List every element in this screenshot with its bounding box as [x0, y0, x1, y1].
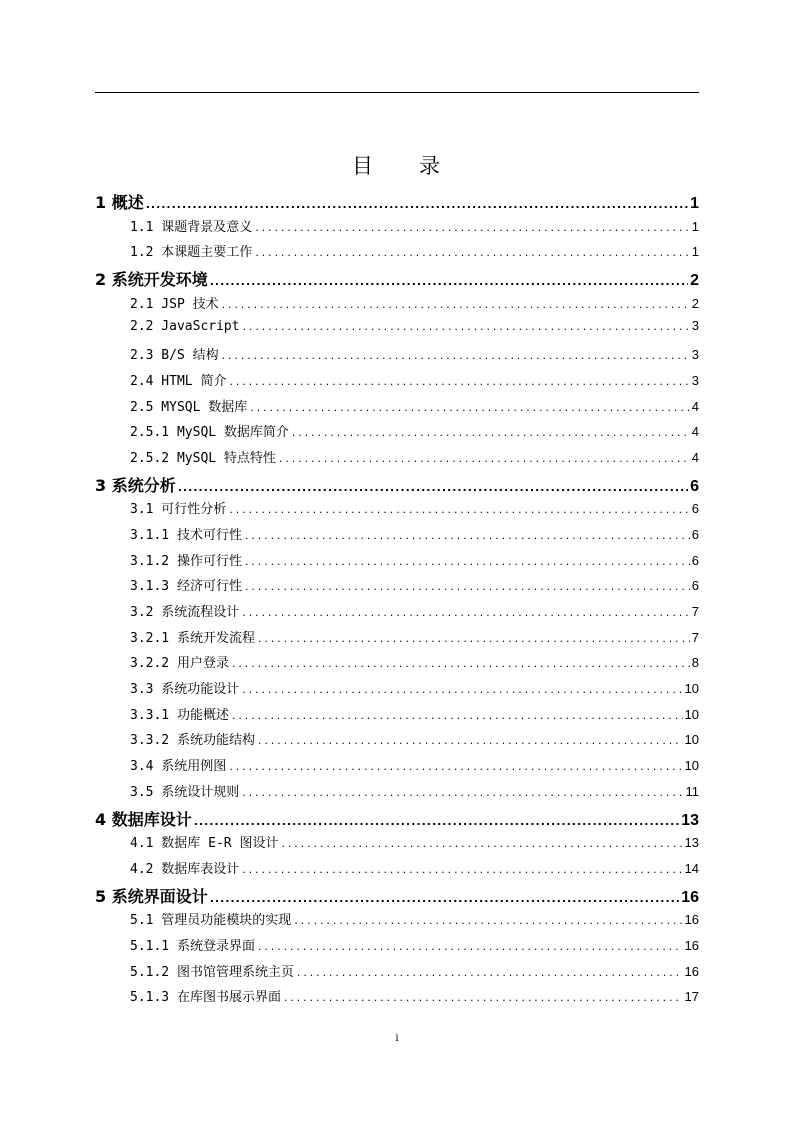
- toc-entry-label: 3.1.3 经济可行性: [130, 579, 242, 595]
- toc-entry-label: 3.2.2 用户登录: [130, 656, 229, 672]
- toc-chapter-entry[interactable]: [95, 267, 699, 293]
- toc-section-entry[interactable]: [95, 652, 699, 678]
- toc-leader-dots: [231, 712, 683, 722]
- toc-entry-page: 16: [684, 937, 699, 953]
- toc-entry-label: 1.2 本课题主要工作: [130, 245, 253, 261]
- toc-entry-page: 11: [685, 783, 699, 799]
- toc-entry-label: 3.2.1 系统开发流程: [130, 630, 255, 646]
- toc-section-entry[interactable]: [95, 909, 699, 935]
- toc-leader-dots: [244, 583, 690, 593]
- toc-entry-page: 6: [691, 578, 699, 594]
- toc-entry-page: 3: [691, 318, 699, 334]
- toc-entry-label: 4.1 数据库 E-R 图设计: [130, 836, 279, 852]
- toc-entry-page: 10: [684, 732, 699, 748]
- toc-entry-label: 3.1.2 操作可行性: [130, 553, 242, 569]
- toc-leader-dots: [241, 686, 682, 696]
- toc-entry-page: 6: [690, 477, 699, 495]
- toc-section-entry[interactable]: [95, 961, 699, 987]
- toc-section-entry[interactable]: [95, 627, 699, 653]
- toc-leader-dots: [178, 481, 688, 494]
- toc-entry-page: 4: [691, 449, 699, 465]
- toc-entry-page: 17: [684, 989, 699, 1005]
- toc-entry-page: 13: [681, 811, 699, 829]
- toc-entry-page: 7: [691, 629, 699, 645]
- toc-section-entry[interactable]: [95, 935, 699, 961]
- toc-title-second: 录: [419, 154, 442, 178]
- toc-leader-dots: [221, 352, 690, 362]
- toc-entry-page: 3: [691, 347, 699, 363]
- toc-entry-page: 10: [684, 758, 699, 774]
- toc-entry-label: 5 系统界面设计: [95, 886, 208, 906]
- toc-entry-label: 5.1 管理员功能模块的实现: [130, 913, 292, 929]
- toc-entry-page: 1: [691, 218, 699, 234]
- toc-entry-label: 1.1 课题背景及意义: [130, 219, 253, 235]
- toc-entry-label: 3.4 系统用例图: [130, 759, 227, 775]
- toc-entry-label: 2.5 MYSQL 数据库: [130, 399, 248, 415]
- toc-chapter-entry[interactable]: [95, 473, 699, 499]
- toc-title: [0, 150, 794, 180]
- toc-chapter-entry[interactable]: [95, 807, 699, 833]
- toc-entry-label: 3.1.1 技术可行性: [130, 527, 242, 543]
- toc-section-entry[interactable]: [95, 241, 699, 267]
- toc-section-entry[interactable]: [95, 421, 699, 447]
- toc-entry-page: 1: [691, 244, 699, 260]
- toc-section-entry[interactable]: [95, 832, 699, 858]
- toc-section-entry[interactable]: [95, 370, 699, 396]
- page-number: i: [395, 1033, 399, 1044]
- toc-leader-dots: [210, 275, 688, 288]
- toc-leader-dots: [257, 943, 683, 953]
- toc-leader-dots: [293, 917, 682, 927]
- toc-section-entry[interactable]: [95, 447, 699, 473]
- toc-section-entry[interactable]: [95, 858, 699, 884]
- toc-entry-page: 6: [691, 552, 699, 568]
- toc-entry-label: 4 数据库设计: [95, 809, 192, 829]
- toc-leader-dots: [280, 840, 682, 850]
- toc-entry-label: 3.3 系统功能设计: [130, 682, 240, 698]
- toc-section-entry[interactable]: [95, 601, 699, 627]
- toc-entry-label: 1 概述: [95, 193, 144, 212]
- toc-leader-dots: [254, 249, 689, 259]
- toc-leader-dots: [210, 892, 679, 905]
- toc-entry-page: 10: [684, 706, 699, 722]
- toc-entry-label: 3.2 系统流程设计: [130, 605, 240, 620]
- toc-section-entry[interactable]: [95, 781, 699, 807]
- toc-leader-dots: [296, 969, 683, 979]
- toc-section-entry[interactable]: [95, 498, 699, 524]
- toc-leader-dots: [228, 378, 689, 388]
- toc-entry-label: 3.3.1 功能概述: [130, 707, 229, 723]
- toc-section-entry[interactable]: [95, 293, 699, 319]
- toc-section-entry[interactable]: [95, 986, 699, 1012]
- toc-leader-dots: [283, 994, 683, 1004]
- toc-section-entry[interactable]: [95, 550, 699, 576]
- toc-leader-dots: [257, 635, 690, 645]
- toc-leader-dots: [231, 660, 690, 670]
- toc-entry-label: 5.1.3 在库图书展示界面: [130, 990, 281, 1006]
- toc-entry-page: 4: [691, 398, 699, 414]
- toc-section-entry[interactable]: [95, 318, 699, 344]
- toc-section-entry[interactable]: [95, 678, 699, 704]
- toc-section-entry[interactable]: [95, 396, 699, 422]
- toc-leader-dots: [257, 737, 683, 747]
- toc-entry-label: 3.1 可行性分析: [130, 502, 227, 518]
- toc-chapter-entry[interactable]: [95, 884, 699, 910]
- toc-entry-page: 16: [684, 912, 699, 928]
- toc-entry-page: 2: [690, 272, 699, 290]
- toc-leader-dots: [228, 763, 682, 773]
- toc-entry-label: 4.2 数据库表设计: [130, 861, 240, 877]
- toc-section-entry[interactable]: [95, 344, 699, 370]
- toc-entry-label: 3.3.2 系统功能结构: [130, 733, 255, 749]
- toc-leader-dots: [241, 609, 689, 619]
- toc-entry-label: 5.1.1 系统登录界面: [130, 938, 255, 954]
- toc-entry-page: 14: [684, 860, 699, 876]
- toc-entry-label: 2 系统开发环境: [95, 270, 208, 290]
- toc-entry-page: 2: [691, 295, 699, 311]
- toc-leader-dots: [242, 323, 690, 333]
- toc-section-entry[interactable]: [95, 524, 699, 550]
- toc-leader-dots: [146, 198, 688, 211]
- toc-entry-label: 2.5.2 MySQL 特点特性: [130, 450, 276, 466]
- toc-entry-label: 2.5.1 MySQL 数据库简介: [130, 425, 289, 441]
- toc-leader-dots: [228, 506, 689, 516]
- toc-entry-label: 2.2 JavaScript: [130, 319, 240, 335]
- toc-entry-label: 5.1.2 图书馆管理系统主页: [130, 964, 294, 980]
- toc-leader-dots: [221, 301, 690, 311]
- header-rule: [95, 92, 699, 93]
- toc-leader-dots: [194, 815, 679, 828]
- toc-entry-page: 6: [691, 526, 699, 542]
- toc-entry-label: 3.5 系统设计规则: [130, 784, 240, 800]
- toc-chapter-entry[interactable]: [95, 190, 699, 216]
- toc-section-entry[interactable]: [95, 216, 699, 242]
- toc-section-entry[interactable]: [95, 729, 699, 755]
- table-of-contents: [95, 190, 699, 1012]
- toc-entry-label: 2.4 HTML 简介: [130, 373, 227, 389]
- toc-section-entry[interactable]: [95, 575, 699, 601]
- toc-leader-dots: [249, 404, 689, 414]
- toc-entry-page: 1: [690, 195, 699, 212]
- toc-entry-page: 8: [691, 655, 699, 671]
- toc-entry-label: 2.3 B/S 结构: [130, 348, 219, 364]
- toc-leader-dots: [244, 558, 690, 568]
- toc-section-entry[interactable]: [95, 704, 699, 730]
- toc-leader-dots: [244, 532, 690, 542]
- toc-entry-page: 13: [684, 835, 699, 851]
- toc-leader-dots: [241, 789, 683, 799]
- toc-section-entry[interactable]: [95, 755, 699, 781]
- toc-entry-page: 3: [691, 372, 699, 388]
- toc-title-first: 目: [352, 154, 375, 178]
- toc-entry-page: 6: [691, 501, 699, 517]
- toc-entry-page: 16: [681, 888, 699, 906]
- toc-leader-dots: [278, 455, 690, 465]
- toc-entry-page: 10: [684, 681, 699, 697]
- toc-entry-page: 4: [691, 424, 699, 440]
- toc-leader-dots: [254, 224, 689, 234]
- toc-entry-label: 3 系统分析: [95, 475, 176, 495]
- toc-entry-label: 2.1 JSP 技术: [130, 296, 219, 312]
- toc-entry-page: 16: [684, 963, 699, 979]
- toc-leader-dots: [291, 429, 690, 439]
- toc-entry-page: 7: [691, 604, 699, 619]
- toc-leader-dots: [241, 866, 682, 876]
